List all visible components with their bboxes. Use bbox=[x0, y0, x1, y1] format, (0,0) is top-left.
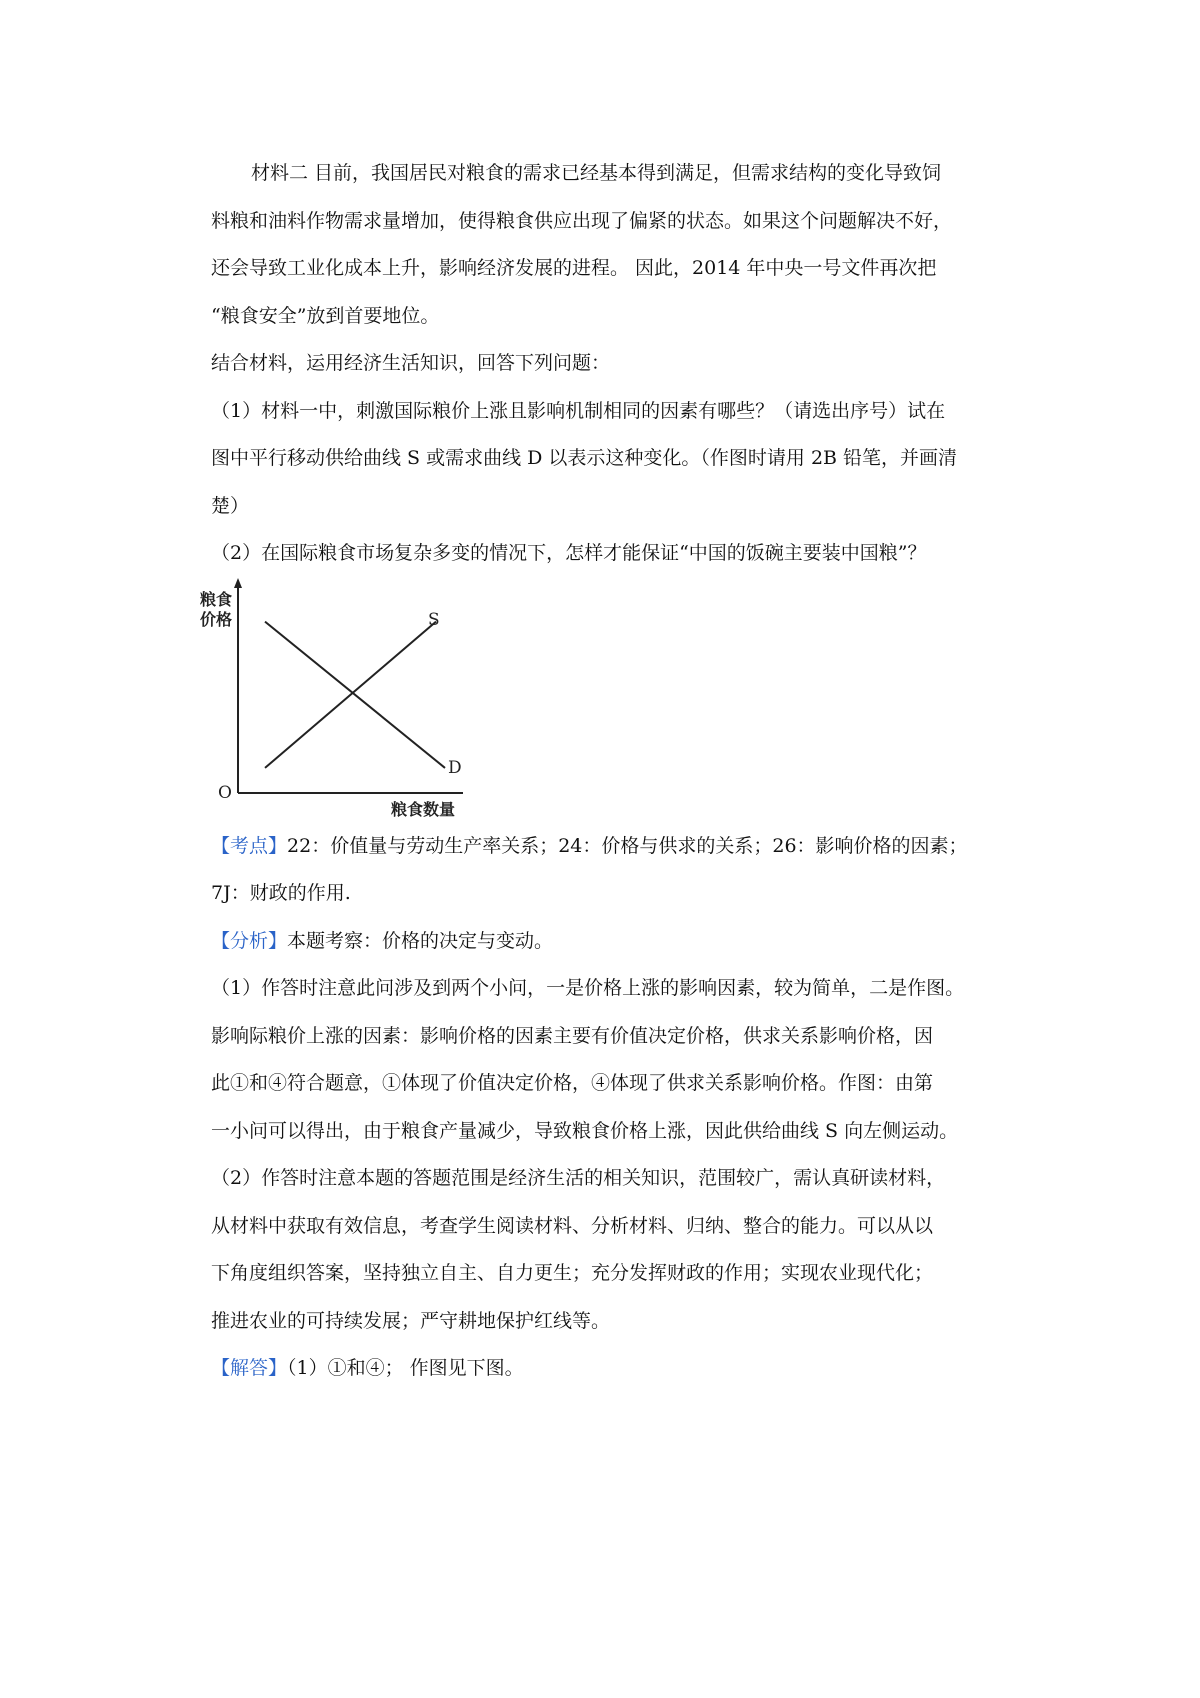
fenxi-p1-line-3: 此①和④符合题意，①体现了价值决定价格，④体现了供求关系影响价格。作图：由第 bbox=[211, 1072, 934, 1094]
y-axis-label-line-1: 粮食 bbox=[200, 589, 233, 609]
kaodian-line-1 bbox=[211, 823, 1028, 871]
jieda-tag: 【解答】 bbox=[211, 1357, 288, 1379]
supply-demand-svg bbox=[195, 578, 495, 823]
instruction-text: 结合材料，运用经济生活知识，回答下列问题： bbox=[211, 352, 611, 374]
demand-curve-label: D bbox=[448, 757, 462, 778]
question-two: （2）在国际粮食市场复杂多变的情况下，怎样才能保证“中国的饭碗主要装中国粮”？ bbox=[211, 542, 927, 564]
x-axis-label: 粮食数量 bbox=[391, 799, 456, 819]
fenxi-p2-line-4: 推进农业的可持续发展；严守耕地保护红线等。 bbox=[211, 1309, 611, 1332]
question-one-line-2: 图中平行移动供给曲线 S 或需求曲线 D 以表示这种变化。（作图时请用 2B 铅笔，并画清 bbox=[211, 447, 958, 469]
question-one-line-3: 楚） bbox=[211, 494, 250, 517]
supply-curve-label: S bbox=[428, 609, 440, 630]
kaodian-text: 22：价值量与劳动生产率关系；24：价格与供求的关系；26：影响价格的因素； bbox=[287, 834, 968, 857]
kaodian-line-2: 7J：财政的作用. bbox=[211, 882, 351, 904]
jieda-text: （1）①和④； 作图见下图。 bbox=[287, 1357, 524, 1379]
jieda-section bbox=[211, 1345, 1028, 1393]
material-two-line-4: “粮食安全”放到首要地位。 bbox=[211, 304, 440, 327]
y-axis-label-line-2: 价格 bbox=[200, 609, 233, 629]
kaodian-tag: 【考点】 bbox=[211, 834, 288, 857]
question-one-line-1: （1）材料一中，刺激国际粮价上涨且影响机制相同的因素有哪些？（请选出序号）试在 bbox=[211, 399, 946, 422]
document-page bbox=[200, 150, 1028, 1393]
fenxi-intro bbox=[211, 918, 1028, 966]
fenxi-tag: 【分析】 bbox=[211, 929, 288, 952]
fenxi-p1-line-1: （1）作答时注意此问涉及到两个小问，一是价格上涨的影响因素，较为简单，二是作图。 bbox=[211, 977, 965, 999]
fenxi-p2-line-1: （2）作答时注意本题的答题范围是经济生活的相关知识，范围较广，需认真研读材料， bbox=[211, 1167, 946, 1189]
material-two-line-3: 还会导致工业化成本上升，影响经济发展的进程。 因此，2014 年中央一号文件再次把 bbox=[211, 257, 937, 279]
material-two-line-2: 料粮和油料作物需求量增加，使得粮食供应出现了偏紧的状态。如果这个问题解决不好， bbox=[211, 209, 953, 232]
fenxi-text: 本题考察：价格的决定与变动。 bbox=[287, 929, 554, 952]
fenxi-p1-line-2: 影响际粮价上涨的因素：影响价格的因素主要有价值决定价格，供求关系影响价格，因 bbox=[211, 1024, 934, 1047]
fenxi-p2-line-2: 从材料中获取有效信息，考查学生阅读材料、分析材料、归纳、整合的能力。可以从以 bbox=[211, 1214, 934, 1237]
question-one bbox=[211, 388, 1028, 531]
material-two-line-1: 材料二 目前，我国居民对粮食的需求已经基本得到满足，但需求结构的变化导致饲 bbox=[251, 162, 942, 184]
fenxi-p2-line-3: 下角度组织答案，坚持独立自主、自力更生；充分发挥财政的作用；实现农业现代化； bbox=[211, 1262, 934, 1284]
material-two bbox=[211, 150, 1028, 340]
supply-demand-figure bbox=[195, 578, 495, 823]
fenxi-p1-line-4: 一小问可以得出，由于粮食产量减少，导致粮食价格上涨，因此供给曲线 S 向左侧运动。 bbox=[211, 1119, 959, 1142]
y-axis-arrow bbox=[234, 578, 242, 588]
kaodian-section bbox=[211, 823, 1028, 918]
fenxi-section bbox=[211, 918, 1028, 1346]
origin-label: O bbox=[218, 782, 232, 803]
